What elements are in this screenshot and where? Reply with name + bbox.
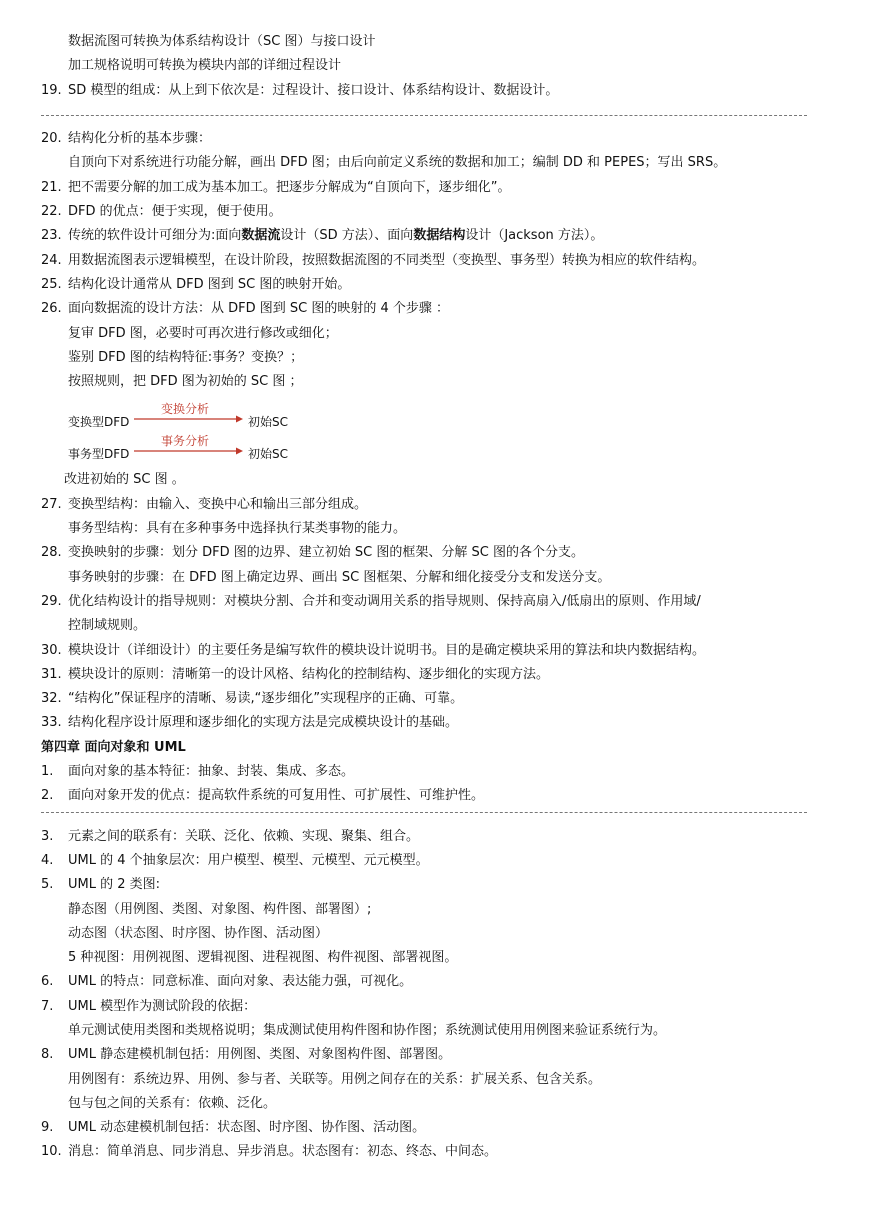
item-number: 6.	[41, 974, 54, 990]
text-line	[0, 922, 869, 946]
dashed-separator	[0, 809, 869, 825]
list-item	[0, 687, 869, 711]
item-text	[68, 224, 603, 248]
chapter-title: 第四章 面向对象和 UML	[41, 739, 186, 755]
item-number: 1.	[41, 764, 54, 780]
item-number: 22.	[41, 204, 62, 220]
text-line	[0, 346, 869, 370]
list-item	[0, 590, 869, 614]
list-item	[0, 639, 869, 663]
text-line	[0, 566, 869, 590]
item-number: 32.	[41, 691, 62, 707]
diagram-arrow-label: 变换分析	[161, 402, 210, 417]
item-text: 面向数据流的设计方法：从 DFD 图到 SC 图的映射的 4 个步骤 ：	[68, 301, 450, 317]
item-number: 10.	[41, 1144, 62, 1160]
item-number: 30.	[41, 642, 62, 658]
item-text: 模块设计（详细设计）的主要任务是编写软件的模块设计说明书。目的是确定模块采用的算法和块内数据结构。	[68, 642, 706, 658]
list-item	[0, 200, 869, 224]
sub-item-text: 用例图有：系统边界、用例、参与者、关联等。用例之间存在的关系：扩展关系、包含关系。	[68, 1071, 602, 1087]
red-arrow-icon	[134, 414, 244, 424]
text-line	[0, 1092, 869, 1116]
transaction-analysis-diagram	[0, 436, 869, 468]
item-number: 27.	[41, 496, 62, 512]
list-item	[0, 873, 869, 897]
text-line	[0, 370, 869, 394]
item-text: DFD 的优点：便于实现，便于使用。	[68, 204, 282, 220]
item-text: UML 的 4 个抽象层次：用户模型、模型、元模型、元元模型。	[68, 852, 429, 868]
text-line	[0, 614, 869, 638]
item-number: 23.	[41, 228, 62, 244]
item-text: 模块设计的原则：清晰第一的设计风格、结构化的控制结构、逐步细化的实现方法。	[68, 666, 550, 682]
item-number: 20.	[41, 131, 62, 147]
text-line	[0, 946, 869, 970]
item-text: UML 动态建模机制包括：状态图、时序图、协作图、活动图。	[68, 1120, 426, 1136]
item-number: 33.	[41, 715, 62, 731]
text-part: 传统的软件设计可细分为:面向	[68, 228, 242, 244]
item-text: 面向对象开发的优点：提高软件系统的可复用性、可扩展性、可维护性。	[68, 788, 485, 804]
list-item	[0, 663, 869, 687]
sub-item-text: 单元测试使用类图和类规格说明；集成测试使用构件图和协作图；系统测试使用用例图来验证系统行为。	[68, 1022, 667, 1038]
text-part: 设计（Jackson 方法）。	[465, 228, 604, 244]
list-item	[0, 760, 869, 784]
sub-item-text: 加工规格说明可转换为模块内部的详细过程设计	[68, 58, 342, 74]
item-number: 5.	[41, 877, 54, 893]
list-item	[0, 849, 869, 873]
item-text: 面向对象的基本特征：抽象、封装、集成、多态。	[68, 764, 355, 780]
text-line	[0, 151, 869, 175]
item-text: “结构化”保证程序的清晰、易读,“逐步细化”实现程序的正确、可靠。	[68, 691, 464, 707]
item-text: 结构化程序设计原理和逐步细化的实现方法是完成模块设计的基础。	[68, 715, 459, 731]
item-number: 26.	[41, 301, 62, 317]
list-item	[0, 79, 869, 103]
item-text: 结构化设计通常从 DFD 图到 SC 图的映射开始。	[68, 276, 351, 292]
item-number: 2.	[41, 788, 54, 804]
item-number: 8.	[41, 1047, 54, 1063]
list-item	[0, 127, 869, 151]
item-number: 28.	[41, 545, 62, 561]
text-line	[0, 468, 869, 492]
list-item	[0, 1116, 869, 1140]
item-number: 21.	[41, 179, 62, 195]
list-item	[0, 297, 869, 321]
text-line	[0, 54, 869, 78]
sub-item-text: 动态图（状态图、时序图、协作图、活动图）	[68, 925, 329, 941]
item-text: 变换映射的步骤：划分 DFD 图的边界、建立初始 SC 图的框架、分解 SC 图的各个分支。	[68, 545, 584, 561]
item-number: 4.	[41, 852, 54, 868]
item-number: 3.	[41, 828, 54, 844]
list-item	[0, 541, 869, 565]
red-arrow-icon	[134, 446, 244, 456]
bold-term: 数据流	[241, 228, 281, 244]
item-number: 31.	[41, 666, 62, 682]
text-part: 设计（SD 方法）、面向	[280, 228, 414, 244]
item-text: 优化结构设计的指导规则：对模块分割、合并和变动调用关系的指导规则、保持高扇入/低扇出的原则、作用域/	[68, 593, 701, 609]
list-item	[0, 784, 869, 808]
sub-item-text: 按照规则，把 DFD 图为初始的 SC 图 ；	[68, 374, 303, 390]
list-item	[0, 711, 869, 735]
text-line	[0, 517, 869, 541]
sub-item-text: 复审 DFD 图，必要时可再次进行修改或细化；	[68, 325, 338, 341]
diagram-target-label: 初始SC	[248, 447, 288, 462]
sub-item-text: 改进初始的 SC 图 。	[64, 472, 185, 488]
list-item	[0, 224, 869, 248]
bold-term: 数据结构	[413, 228, 466, 244]
sub-item-text: 控制域规则。	[68, 618, 147, 634]
item-number: 19.	[41, 82, 62, 98]
list-item	[0, 249, 869, 273]
list-item	[0, 825, 869, 849]
item-text: 消息：简单消息、同步消息、异步消息。状态图有：初态、终态、中间态。	[68, 1144, 498, 1160]
sub-item-text: 鉴别 DFD 图的结构特征:事务？变换？；	[68, 349, 304, 365]
sub-item-text: 静态图（用例图、类图、对象图、构件图、部署图）;	[68, 901, 372, 917]
item-text: 结构化分析的基本步骤：	[68, 131, 212, 147]
item-text: UML 的 2 类图:	[68, 877, 161, 893]
list-item	[0, 176, 869, 200]
item-number: 7.	[41, 998, 54, 1014]
document-page	[0, 30, 869, 1165]
item-text: 把不需要分解的加工成为基本加工。把逐步分解成为“自顶向下，逐步细化”。	[68, 179, 511, 195]
item-number: 9.	[41, 1120, 54, 1136]
item-text: UML 的特点：同意标准、面向对象、表达能力强，可视化。	[68, 974, 413, 990]
item-text: UML 模型作为测试阶段的依据：	[68, 998, 257, 1014]
item-text: 变换型结构：由输入、变换中心和输出三部分组成。	[68, 496, 368, 512]
item-number: 25.	[41, 276, 62, 292]
sub-item-text: 数据流图可转换为体系结构设计（SC 图）与接口设计	[68, 34, 376, 49]
list-item	[0, 1043, 869, 1067]
list-item	[0, 995, 869, 1019]
sub-item-text: 事务映射的步骤：在 DFD 图上确定边界、画出 SC 图框架、分解和细化接受分支和发送分支。	[68, 569, 611, 585]
diagram-source-label: 事务型DFD	[68, 447, 130, 462]
item-text: UML 静态建模机制包括：用例图、类图、对象图构件图、部署图。	[68, 1047, 452, 1063]
chapter-heading	[0, 736, 869, 760]
list-item	[0, 1140, 869, 1164]
list-item	[0, 970, 869, 994]
dashed-separator	[0, 103, 869, 127]
sub-item-text: 事务型结构：具有在多种事务中选择执行某类事物的能力。	[68, 521, 407, 537]
text-line	[0, 30, 869, 54]
sub-item-text: 自顶向下对系统进行功能分解，画出 DFD 图；由后向前定义系统的数据和加工；编制 DD 和 PEPES；写出 SRS。	[68, 155, 727, 171]
sub-item-text: 5 种视图：用例视图、逻辑视图、进程视图、构件视图、部署视图。	[68, 950, 458, 966]
list-item	[0, 273, 869, 297]
item-text: 用数据流图表示逻辑模型，在设计阶段，按照数据流图的不同类型（变换型、事务型）转换为相应的软件结构。	[68, 252, 706, 268]
item-text: SD 模型的组成：从上到下依次是：过程设计、接口设计、体系结构设计、数据设计。	[68, 82, 559, 98]
diagram-target-label: 初始SC	[248, 415, 288, 430]
list-item	[0, 493, 869, 517]
item-number: 29.	[41, 593, 62, 609]
item-text: 元素之间的联系有：关联、泛化、依赖、实现、聚集、组合。	[68, 828, 420, 844]
text-line	[0, 1019, 869, 1043]
item-number: 24.	[41, 252, 62, 268]
text-line	[0, 322, 869, 346]
text-line	[0, 898, 869, 922]
text-line	[0, 1068, 869, 1092]
sub-item-text: 包与包之间的关系有：依赖、泛化。	[68, 1095, 277, 1111]
transform-analysis-diagram	[0, 404, 869, 436]
diagram-arrow-label: 事务分析	[161, 434, 210, 449]
diagram-source-label: 变换型DFD	[68, 415, 130, 430]
